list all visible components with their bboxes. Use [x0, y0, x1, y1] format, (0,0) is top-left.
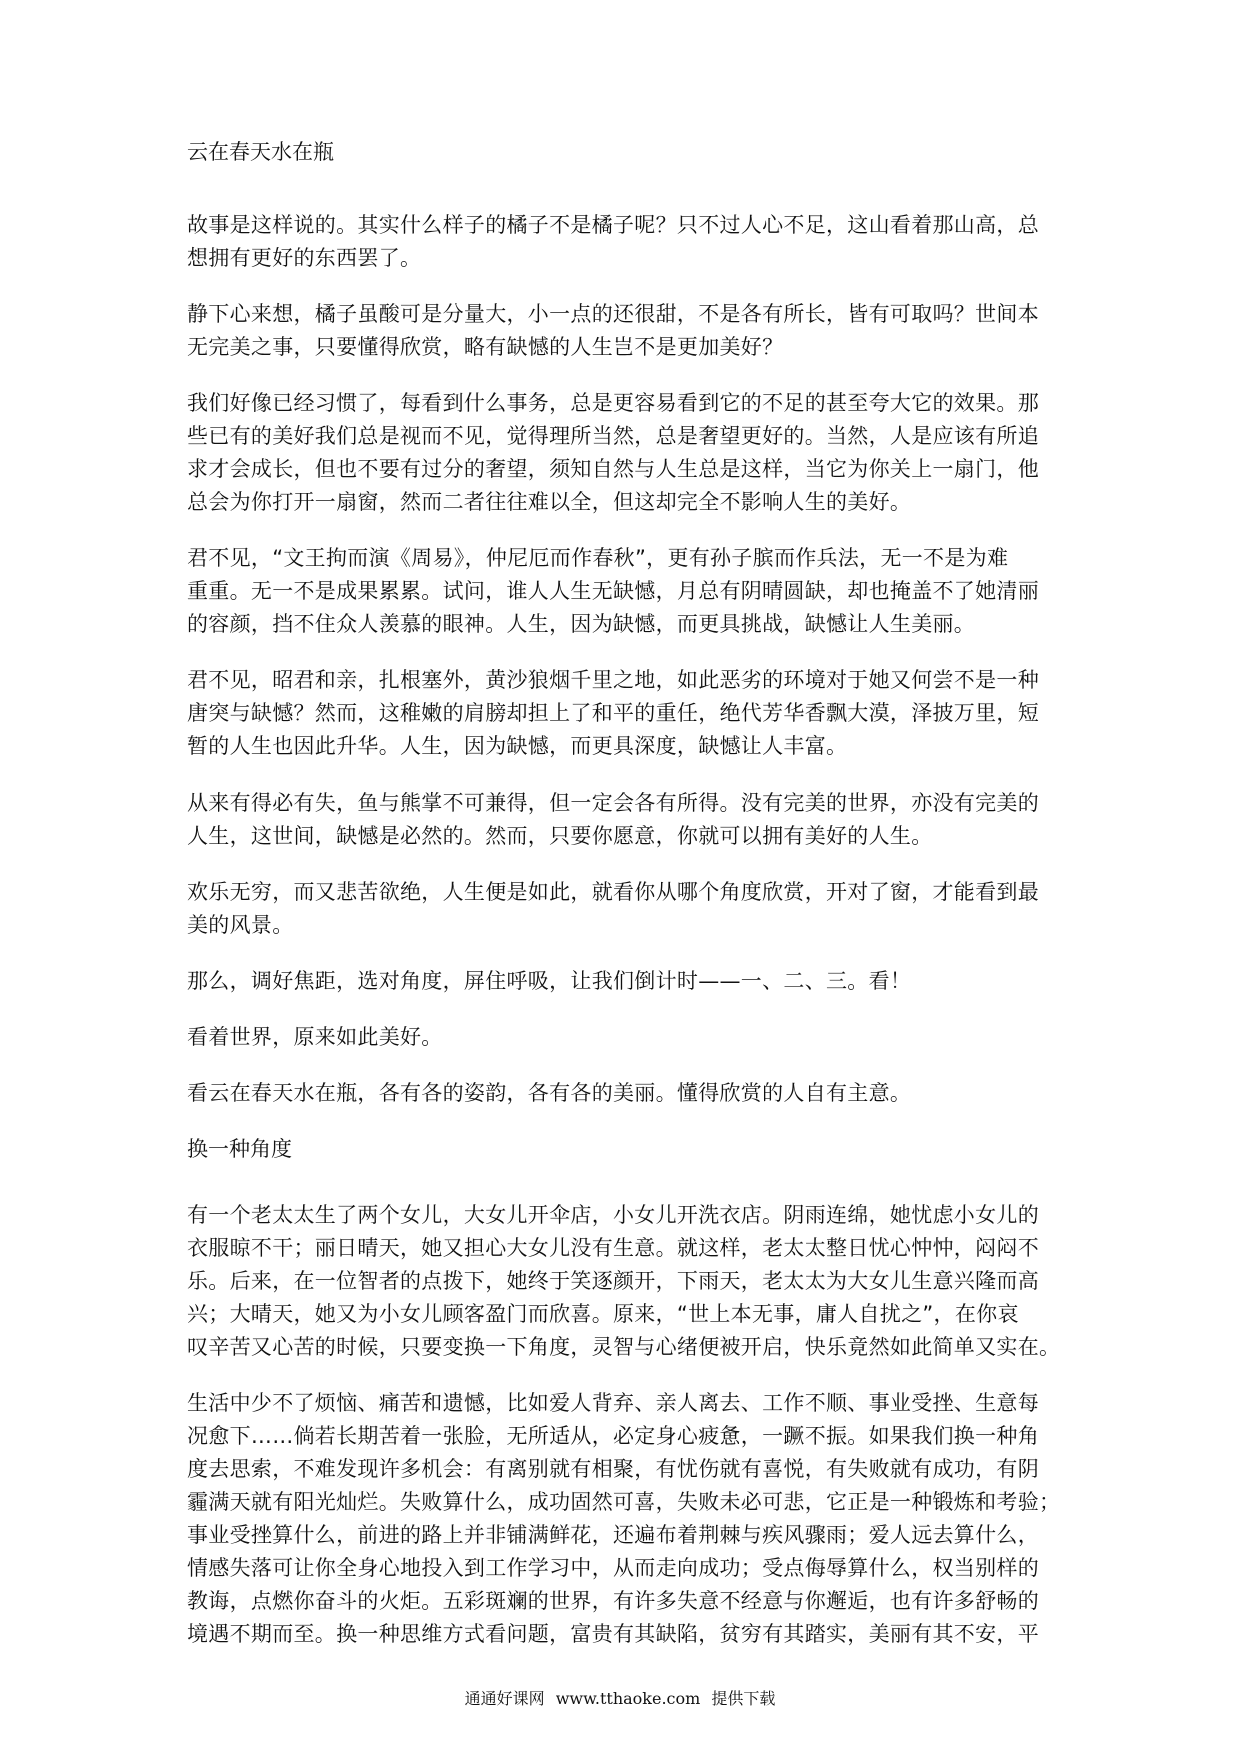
text-line: 情感失落可让你全身心地投入到工作学习中，从而走向成功；受点侮辱算什么，权当别样的: [187, 1556, 1039, 1580]
paragraph: [187, 1199, 1067, 1364]
text-line: 况愈下……倘若长期苦着一张脸，无所适从，必定身心疲惫，一蹶不振。如果我们换一种角: [187, 1424, 1039, 1448]
text-line: 教诲，点燃你奋斗的火炬。五彩斑斓的世界，有许多失意不经意与你邂逅，也有许多舒畅的: [187, 1589, 1039, 1613]
text-line: 总会为你打开一扇窗，然而二者往往难以全，但这却完全不影响人生的美好。: [187, 490, 912, 514]
text-line: 境遇不期而至。换一种思维方式看问题，富贵有其缺陷，贫穷有其踏实，美丽有其不安，平: [187, 1622, 1039, 1646]
text-line: 求才会成长，但也不要有过分的奢望，须知自然与人生总是这样，当它为你关上一扇门，他: [187, 457, 1039, 481]
paragraph: [187, 1077, 1067, 1110]
text-line: 生活中少不了烦恼、痛苦和遗憾，比如爱人背弃、亲人离去、工作不顺、事业受挫、生意每: [187, 1391, 1039, 1415]
footer-url: www.tthaoke.com: [555, 1689, 701, 1708]
paragraph: [187, 1021, 1067, 1054]
text-line: 人生，这世间，缺憾是必然的。然而，只要你愿意，你就可以拥有美好的人生。: [187, 824, 933, 848]
paragraph: [187, 664, 1067, 763]
text-line: 叹辛苦又心苦的时候，只要变换一下角度，灵智与心绪便被开启，快乐竟然如此简单又实在。: [187, 1335, 1061, 1359]
page-footer: [0, 1688, 1240, 1710]
section-title: 换一种角度: [187, 1137, 292, 1161]
text-line: 有一个老太太生了两个女儿，大女儿开伞店，小女儿开洗衣店。阴雨连绵，她忧虑小女儿的: [187, 1203, 1039, 1227]
text-line: 度去思索，不难发现许多机会：有离别就有相聚，有忧伤就有喜悦，有失败就有成功，有阴: [187, 1457, 1039, 1481]
text-line: 静下心来想，橘子虽酸可是分量大，小一点的还很甜，不是各有所长，皆有可取吗？世间本: [187, 302, 1039, 326]
paragraph: [187, 1387, 1067, 1651]
text-line: 君不见，昭君和亲，扎根塞外，黄沙狼烟千里之地，如此恶劣的环境对于她又何尝不是一种: [187, 668, 1039, 692]
text-line: 美的风景。: [187, 913, 294, 937]
text-line: 看云在春天水在瓶，各有各的姿韵，各有各的美丽。懂得欣赏的人自有主意。: [187, 1081, 912, 1105]
text-line: 暂的人生也因此升华。人生，因为缺憾，而更具深度，缺憾让人丰富。: [187, 734, 848, 758]
text-line: 的容颜，挡不住众人羡慕的眼神。人生，因为缺憾，而更具挑战，缺憾让人生美丽。: [187, 612, 976, 636]
paragraph: [187, 542, 1067, 641]
text-line: 霾满天就有阳光灿烂。失败算什么，成功固然可喜，失败未必可悲，它正是一种锻炼和考验；: [187, 1490, 1061, 1514]
text-line: 那么，调好焦距，选对角度，屏住呼吸，让我们倒计时——一、二、三。看！: [187, 969, 912, 993]
text-line: 看着世界，原来如此美好。: [187, 1025, 443, 1049]
footer-download-text: 提供下载: [711, 1689, 776, 1708]
paragraph: [187, 298, 1067, 364]
text-line: 乐。后来，在一位智者的点拨下，她终于笑逐颜开，下雨天，老太太为大女儿生意兴隆而高: [187, 1269, 1039, 1293]
text-line: 故事是这样说的。其实什么样子的橘子不是橘子呢？只不过人心不足，这山看着那山高，总: [187, 213, 1039, 237]
paragraph: [187, 965, 1067, 998]
footer-site-name: 通通好课网: [464, 1689, 545, 1708]
text-line: 欢乐无穷，而又悲苦欲绝，人生便是如此，就看你从哪个角度欣赏，开对了窗，才能看到最: [187, 880, 1039, 904]
text-line: 衣服晾不干；丽日晴天，她又担心大女儿没有生意。就这样，老太太整日忧心忡忡，闷闷不: [187, 1236, 1039, 1260]
text-line: 兴；大晴天，她又为小女儿顾客盈门而欣喜。原来，“世上本无事，庸人自扰之”，在你哀: [187, 1302, 1019, 1326]
text-line: 我们好像已经习惯了，每看到什么事务，总是更容易看到它的不足的甚至夸大它的效果。那: [187, 391, 1039, 415]
paragraph: [187, 209, 1067, 275]
text-line: 重重。无一不是成果累累。试问，谁人人生无缺憾，月总有阴晴圆缺，却也掩盖不了她清丽: [187, 579, 1039, 603]
text-line: 想拥有更好的东西罢了。: [187, 246, 422, 270]
paragraph: [187, 876, 1067, 942]
text-line: 无完美之事，只要懂得欣赏，略有缺憾的人生岂不是更加美好？: [187, 335, 784, 359]
text-line: 事业受挫算什么，前进的路上并非铺满鲜花，还遍布着荆棘与疾风骤雨；爱人远去算什么，: [187, 1523, 1039, 1547]
paragraph: [187, 787, 1067, 853]
paragraph: [187, 387, 1067, 519]
section-title: 云在春天水在瓶: [187, 140, 334, 164]
text-line: 从来有得必有失，鱼与熊掌不可兼得，但一定会各有所得。没有完美的世界，亦没有完美的: [187, 791, 1039, 815]
text-line: 些已有的美好我们总是视而不见，觉得理所当然，总是奢望更好的。当然，人是应该有所追: [187, 424, 1039, 448]
text-line: 唐突与缺憾？然而，这稚嫩的肩膀却担上了和平的重任，绝代芳华香飘大漠，泽披万里，短: [187, 701, 1039, 725]
text-line: 君不见，“文王拘而演《周易》，仲尼厄而作春秋”，更有孙子膑而作兵法，无一不是为难: [187, 546, 1009, 570]
